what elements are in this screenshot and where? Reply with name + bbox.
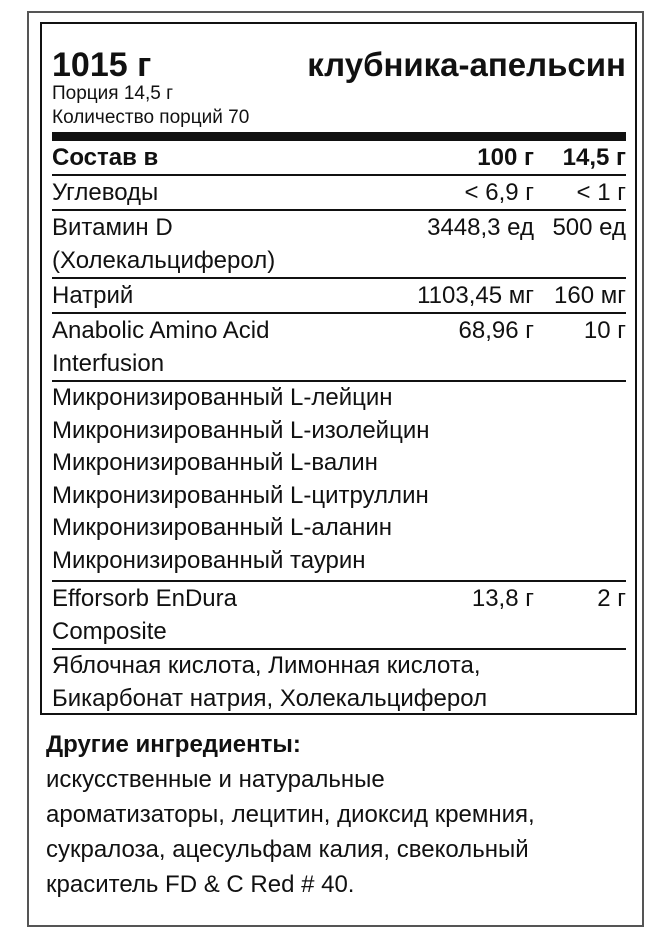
list-item: Микронизированный L-цитруллин [52,481,429,509]
column-header-serving: 14,5 г [562,144,626,171]
net-weight: 1015 г [52,46,152,84]
list-item: Микронизированный L-аланин [52,514,392,541]
other-ingredients-line: сукралоза, ацесульфам калия, свекольный [46,836,529,863]
list-item: Микронизированный L-валин [52,449,378,476]
amino-acid-list [52,382,626,582]
row-per-serving: 160 мг [554,282,626,309]
table-row [52,211,626,279]
row-per100: < 6,9 г [464,179,534,206]
list-item: Яблочная кислота, Лимонная кислота, [52,652,481,679]
table-row [52,582,626,650]
row-name-sub: Interfusion [52,350,165,377]
column-header-composition: Состав в [52,144,159,171]
table-row [52,279,626,314]
table-header-row [52,141,626,176]
row-per-serving: 10 г [583,317,626,344]
thick-divider [52,132,626,141]
other-ingredients-line: искусственные и натуральные [46,766,385,793]
row-per100: 13,8 г [471,585,534,612]
row-per-serving: 500 ед [552,214,626,241]
composite-list [52,650,626,718]
nutrition-table [40,22,637,715]
row-name: Натрий [52,282,134,309]
other-ingredients [46,727,626,902]
serving-size: Порция 14,5 г [52,83,174,104]
servings-count: Количество порций 70 [52,107,250,128]
row-per100: 3448,3 ед [427,214,534,241]
column-header-100g: 100 г [477,144,534,171]
header-row [52,24,626,82]
row-per-serving: < 1 г [576,179,626,206]
row-name: Efforsorb EnDura [52,585,237,612]
row-per-serving: 2 г [597,585,626,612]
flavor: клубника-апельсин [307,46,626,83]
table-row [52,314,626,382]
table-row [52,176,626,211]
other-ingredients-title: Другие ингредиенты: [46,731,301,758]
row-name: Углеводы [52,179,159,206]
list-item: Микронизированный L-лейцин [52,384,393,411]
other-ingredients-line: краситель FD & C Red # 40. [46,871,355,898]
row-per100: 68,96 г [458,317,534,344]
list-item: Микронизированный L-изолейцин [52,416,430,444]
row-name: Витамин D [52,214,173,241]
row-per100: 1103,45 мг [417,282,534,309]
list-item: Микронизированный таурин [52,546,366,574]
row-name: Anabolic Amino Acid [52,317,270,344]
list-item: Бикарбонат натрия, Холекальциферол [52,684,488,712]
row-name-sub: (Холекальциферол) [52,247,276,274]
other-ingredients-line: ароматизаторы, лецитин, диоксид кремния, [46,801,535,828]
row-name-sub: Composite [52,618,167,645]
